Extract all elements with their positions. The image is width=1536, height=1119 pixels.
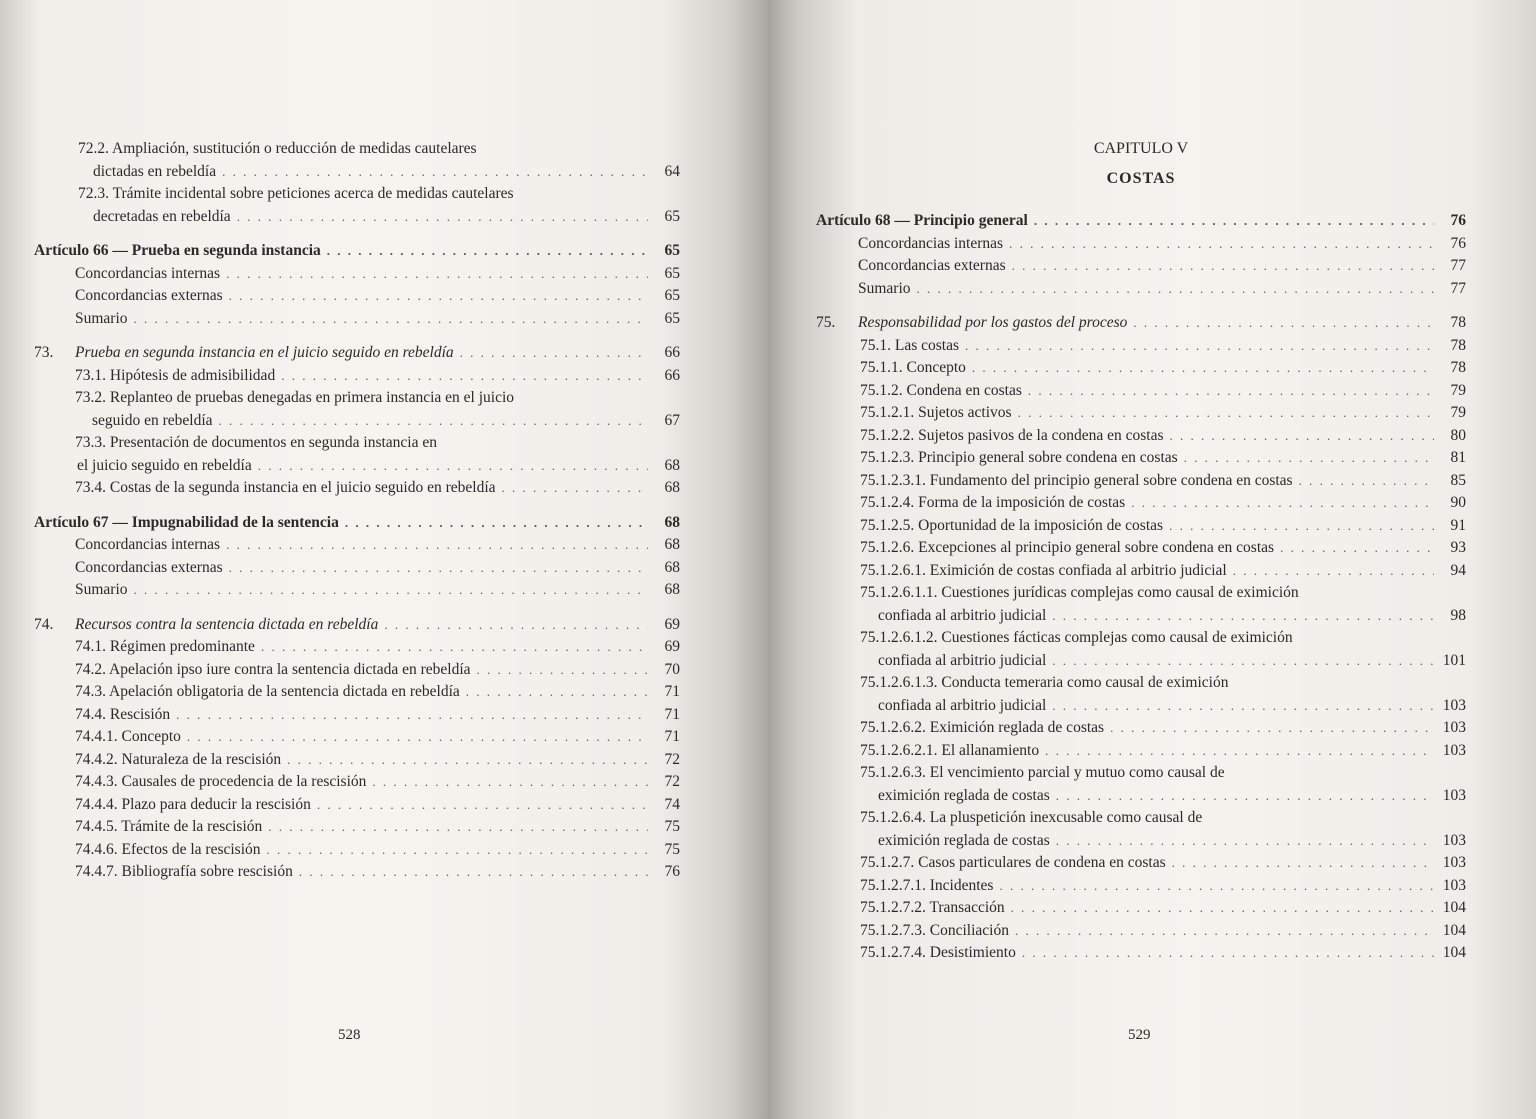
toc-entry-page: 70 (664, 660, 680, 678)
toc-entry-title: Artículo 68 — Principio general (816, 212, 1028, 229)
leader-dots (477, 662, 648, 678)
toc-entry (34, 581, 680, 604)
toc-entry-title: Sumario (858, 279, 911, 297)
toc-entry-title: 74.4. Rescisión (75, 705, 171, 723)
toc-entry (34, 661, 680, 684)
toc-entry-title: 75.1.2.6.2. Eximición reglada de costas (860, 719, 1105, 736)
toc-entry-page: 75 (664, 818, 680, 835)
toc-entry-page: 68 (664, 536, 680, 553)
toc-entry-title: confiada al arbitrio judicial (878, 696, 1047, 714)
toc-section (34, 616, 680, 639)
toc-entry-title: 74.4.2. Naturaleza de la rescisión (75, 750, 282, 768)
toc-section (34, 344, 680, 367)
toc-entry (34, 818, 680, 841)
leader-dots (1133, 315, 1434, 331)
toc-entry-page: 77 (1450, 279, 1466, 297)
toc-entry (34, 457, 680, 480)
right-page (768, 0, 1536, 1119)
toc-entry-page: 78 (1450, 314, 1466, 331)
toc-entry-title: 75.1.2.6.1.2. Cuestiones fácticas complejas como causal de eximición (860, 629, 1293, 646)
toc-entry-page: 103 (1442, 696, 1466, 714)
leader-dots (176, 707, 648, 723)
toc-entry (816, 764, 1466, 787)
toc-entry-page: 98 (1450, 606, 1466, 624)
leader-dots (237, 209, 648, 225)
leader-dots (226, 266, 648, 282)
toc-entry-title: 75.1.2.7.1. Incidentes (860, 876, 994, 894)
leader-dots (460, 345, 648, 361)
leader-dots (229, 560, 648, 576)
leader-dots (384, 617, 648, 633)
toc-entry-title: Concordancias externas (858, 257, 1006, 274)
toc-entry-page: 68 (664, 479, 680, 496)
toc-entry-page: 68 (664, 581, 680, 598)
leader-dots (299, 864, 648, 880)
toc-entry (816, 922, 1466, 945)
toc-entry-title: Artículo 66 — Prueba en segunda instancia (34, 242, 321, 259)
toc-entry-title: 75.1.2.3. Principio general sobre condena en costas (860, 449, 1178, 466)
toc-section (816, 314, 1466, 337)
toc-entry-page: 68 (664, 513, 680, 531)
leader-dots (134, 311, 648, 327)
toc-entry-page: 76 (664, 863, 680, 880)
toc-entry-title: 74.2. Apelación ipso iure contra la sentencia dictada en rebeldía (75, 660, 471, 678)
toc-entry (816, 787, 1466, 810)
toc-entry-page: 85 (1450, 471, 1466, 489)
leader-dots (1233, 563, 1434, 579)
toc-entry-title: 73.1. Hipótesis de admisibilidad (75, 366, 276, 384)
toc-entry-page: 64 (664, 162, 680, 180)
toc-entry-title: 75.1. Las costas (860, 336, 960, 354)
toc-entry-title: eximición reglada de costas (878, 831, 1050, 849)
toc-entry-page: 94 (1450, 561, 1466, 579)
toc-entry (816, 359, 1466, 382)
left-toc (34, 140, 680, 886)
toc-entry-title: 75.1.2.6.1.3. Conducta temeraria como causal de eximición (860, 674, 1229, 691)
leader-dots (281, 368, 648, 384)
toc-entry-page: 72 (664, 750, 680, 768)
toc-entry (816, 235, 1466, 258)
toc-entry-page: 103 (1442, 786, 1466, 804)
leader-dots (1169, 518, 1434, 534)
chapter-title: COSTAS (1106, 170, 1176, 187)
leader-dots (1056, 788, 1434, 804)
toc-entry-title: 73.3. Presentación de documentos en segunda instancia en (75, 434, 437, 451)
leader-dots (1009, 236, 1434, 252)
toc-entry (34, 796, 680, 819)
toc-entry-title: 75.1.2.6.1. Eximición de costas confiada al arbitrio judicial (860, 561, 1227, 579)
toc-entry-title: 74.4.1. Concepto (75, 728, 181, 745)
toc-entry-page: 104 (1442, 944, 1466, 961)
toc-entry-page: 71 (664, 705, 680, 723)
toc-entry (816, 494, 1466, 517)
leader-dots (134, 582, 648, 598)
leader-dots (229, 288, 648, 304)
toc-entry (34, 863, 680, 886)
leader-dots (1056, 833, 1434, 849)
toc-entry-title: 74.3. Apelación obligatoria de la sentencia dictada en rebeldía (75, 683, 460, 700)
chapter-heading: CAPITULO V (1093, 140, 1189, 157)
leader-dots (1045, 743, 1434, 759)
leader-dots (1299, 473, 1434, 489)
toc-entry-title: 75.1.2.3.1. Fundamento del principio general sobre condena en costas (860, 471, 1293, 489)
toc-entry-page: 74 (664, 795, 680, 813)
toc-article (34, 242, 680, 265)
toc-entry-page: 67 (664, 411, 680, 429)
toc-entry-title: 74.4.5. Trámite de la rescisión (75, 818, 263, 835)
toc-entry (816, 674, 1466, 697)
toc-entry-title: 75.1.2.7.4. Desistimiento (860, 944, 1016, 961)
toc-entry-page: 81 (1450, 449, 1466, 466)
toc-entry (816, 584, 1466, 607)
toc-entry-title: Sumario (75, 309, 128, 327)
toc-entry-title: 74.1. Régimen predominante (75, 638, 255, 655)
leader-dots (187, 729, 648, 745)
toc-entry-page: 65 (664, 264, 680, 282)
page-number: 529 (1128, 1027, 1151, 1043)
toc-entry (34, 751, 680, 774)
toc-entry (34, 638, 680, 661)
leader-dots (1184, 450, 1434, 466)
leader-dots (317, 797, 648, 813)
toc-entry-page: 104 (1442, 899, 1466, 916)
toc-entry-page: 78 (1450, 336, 1466, 354)
leader-dots (1110, 720, 1434, 736)
toc-entry-title: 72.3. Trámite incidental sobre peticiones acerca de medidas cautelares (78, 185, 514, 202)
toc-entry-title: 75.1.2.2. Sujetos pasivos de la condena en costas (860, 426, 1164, 444)
toc-entry (34, 412, 680, 435)
right-toc (816, 140, 1466, 967)
toc-entry-page: 77 (1450, 257, 1466, 274)
toc-entry-page: 79 (1450, 404, 1466, 421)
toc-entry-page: 104 (1442, 921, 1466, 939)
toc-section-number: 73. (34, 344, 54, 361)
toc-entry-title: Responsabilidad por los gastos del proceso (858, 314, 1128, 331)
leader-dots (1172, 855, 1434, 871)
toc-entry-page: 103 (1442, 854, 1466, 871)
toc-entry (816, 449, 1466, 472)
toc-entry (816, 719, 1466, 742)
toc-entry-page: 103 (1442, 876, 1466, 894)
toc-entry-page: 71 (664, 728, 680, 745)
toc-entry-title: Prueba en segunda instancia en el juicio seguido en rebeldía (75, 344, 454, 361)
leader-dots (345, 515, 648, 531)
toc-entry (816, 877, 1466, 900)
leader-dots (267, 842, 648, 858)
toc-entry-page: 101 (1442, 651, 1466, 669)
toc-entry-page: 65 (664, 309, 680, 327)
leader-dots (287, 752, 648, 768)
toc-entry-title: Concordancias internas (858, 234, 1004, 252)
toc-entry (816, 280, 1466, 303)
leader-dots (219, 413, 648, 429)
leader-dots (1169, 428, 1434, 444)
toc-entry (816, 539, 1466, 562)
toc-entry (816, 899, 1466, 922)
leader-dots (502, 480, 648, 496)
leader-dots (372, 774, 648, 790)
toc-entry-title: seguido en rebeldía (92, 411, 213, 429)
toc-entry-title: 75.1.2.6. Excepciones al principio general sobre condena en costas (860, 539, 1275, 556)
toc-entry-page: 65 (664, 287, 680, 304)
toc-entry-title: 75.1.2.7. Casos particulares de condena en costas (860, 854, 1166, 871)
toc-entry-page: 79 (1450, 381, 1466, 399)
leader-dots (268, 819, 648, 835)
toc-entry-title: 74.4.3. Causales de procedencia de la rescisión (75, 773, 367, 790)
toc-entry (816, 944, 1466, 967)
toc-entry (34, 287, 680, 310)
toc-entry (34, 536, 680, 559)
toc-entry-title: 74.4.4. Plazo para deducir la rescisión (75, 795, 311, 813)
toc-entry (816, 337, 1466, 360)
toc-entry (34, 163, 680, 186)
leader-dots (972, 360, 1434, 376)
toc-entry-title: confiada al arbitrio judicial (878, 606, 1047, 624)
toc-entry-title: decretadas en rebeldía (93, 207, 231, 225)
toc-entry-page: 76 (1450, 212, 1466, 229)
toc-entry (34, 728, 680, 751)
toc-article (34, 514, 680, 537)
leader-dots (1015, 923, 1434, 939)
toc-entry-page: 103 (1442, 831, 1466, 849)
toc-entry (816, 697, 1466, 720)
toc-entry (34, 434, 680, 457)
toc-entry (816, 517, 1466, 540)
toc-entry-title: 75.1.2.6.1.1. Cuestiones jurídicas complejas como causal de eximición (860, 584, 1299, 601)
leader-dots (1034, 213, 1434, 229)
toc-entry (34, 389, 680, 412)
leader-dots (1028, 383, 1434, 399)
toc-entry-page: 65 (664, 207, 680, 225)
toc-entry (816, 607, 1466, 630)
toc-entry-page: 72 (664, 773, 680, 790)
toc-entry (816, 404, 1466, 427)
leader-dots (1011, 900, 1434, 916)
leader-dots (1052, 653, 1434, 669)
toc-entry-title: confiada al arbitrio judicial (878, 651, 1047, 669)
leader-dots (1018, 405, 1434, 421)
toc-entry-title: Concordancias externas (75, 287, 223, 304)
leader-dots (1052, 698, 1434, 714)
toc-entry-page: 103 (1442, 719, 1466, 736)
toc-entry (34, 367, 680, 390)
toc-entry (816, 427, 1466, 450)
toc-entry-title: 75.1.2.6.3. El vencimiento parcial y mutuo como causal de (860, 764, 1225, 781)
leader-dots (1052, 608, 1434, 624)
leader-dots (258, 458, 648, 474)
toc-entry-title: Concordancias externas (75, 558, 223, 576)
toc-entry-title: 75.1.1. Concepto (860, 359, 966, 376)
toc-entry-title: Sumario (75, 581, 128, 598)
toc-entry-page: 66 (664, 344, 680, 361)
leader-dots (1131, 495, 1434, 511)
toc-entry (34, 310, 680, 333)
toc-entry-title: 75.1.2.7.2. Transacción (860, 899, 1005, 916)
toc-entry (816, 257, 1466, 280)
toc-entry-title: Artículo 67 — Impugnabilidad de la sentencia (34, 513, 339, 531)
leader-dots (327, 243, 648, 259)
toc-entry (816, 742, 1466, 765)
toc-entry (34, 706, 680, 729)
toc-entry (816, 382, 1466, 405)
toc-entry-page: 76 (1450, 234, 1466, 252)
toc-entry (816, 652, 1466, 675)
toc-entry (34, 773, 680, 796)
toc-entry-title: el juicio seguido en rebeldía (77, 456, 252, 474)
leader-dots (965, 338, 1434, 354)
toc-entry-title: 75.1.2.7.3. Conciliación (860, 921, 1009, 939)
toc-entry-title: 74.4.6. Efectos de la rescisión (75, 840, 261, 858)
toc-entry-title: 75.1.2.5. Oportunidad de la imposición de costas (860, 516, 1164, 534)
toc-entry-title: Recursos contra la sentencia dictada en rebeldía (75, 615, 379, 633)
toc-entry (816, 809, 1466, 832)
toc-entry-page: 75 (664, 840, 680, 858)
toc-entry (34, 140, 680, 163)
toc-entry-page: 103 (1442, 741, 1466, 759)
toc-entry-title: 73.4. Costas de la segunda instancia en el juicio seguido en rebeldía (75, 479, 496, 496)
toc-entry-page: 93 (1450, 539, 1466, 556)
leader-dots (1022, 945, 1434, 961)
toc-entry-page: 66 (664, 366, 680, 384)
leader-dots (1012, 258, 1434, 274)
leader-dots (261, 639, 648, 655)
toc-entry (34, 479, 680, 502)
toc-entry-title: dictadas en rebeldía (93, 162, 217, 180)
toc-entry (34, 683, 680, 706)
toc-entry-title: 75.1.2.6.2.1. El allanamiento (860, 741, 1040, 759)
toc-section-number: 74. (34, 615, 54, 633)
toc-entry (816, 629, 1466, 652)
toc-entry-title: 75.1.2.6.4. La pluspetición inexcusable como causal de (860, 809, 1203, 826)
toc-entry (816, 854, 1466, 877)
toc-entry-page: 69 (664, 638, 680, 655)
toc-section-number: 75. (816, 314, 836, 331)
leader-dots (226, 537, 648, 553)
leader-dots (222, 164, 648, 180)
toc-entry-title: eximición reglada de costas (878, 786, 1050, 804)
toc-entry-page: 65 (664, 242, 680, 259)
toc-entry-title: Concordancias internas (75, 264, 221, 282)
toc-entry-title: 75.1.2. Condena en costas (860, 381, 1022, 399)
toc-entry-title: 75.1.2.4. Forma de la imposición de costas (860, 494, 1126, 511)
toc-entry (816, 472, 1466, 495)
toc-entry (34, 208, 680, 231)
toc-entry-page: 68 (664, 558, 680, 576)
leader-dots (999, 878, 1434, 894)
toc-entry-title: 73.2. Replanteo de pruebas denegadas en primera instancia en el juicio (75, 389, 515, 406)
page-number: 528 (338, 1027, 361, 1043)
toc-entry (816, 832, 1466, 855)
leader-dots (1280, 540, 1434, 556)
toc-entry (34, 185, 680, 208)
toc-entry-page: 90 (1450, 494, 1466, 511)
toc-entry-title: Concordancias internas (75, 536, 221, 553)
toc-article (816, 212, 1466, 235)
toc-entry-page: 69 (664, 615, 680, 633)
toc-entry-page: 71 (664, 683, 680, 700)
toc-entry-title: 74.4.7. Bibliografía sobre rescisión (75, 863, 293, 880)
toc-entry (816, 562, 1466, 585)
leader-dots (466, 684, 648, 700)
toc-entry-title: 75.1.2.1. Sujetos activos (860, 404, 1012, 421)
toc-entry-title: 72.2. Ampliación, sustitución o reducción de medidas cautelares (78, 140, 477, 157)
toc-entry (34, 265, 680, 288)
toc-entry-page: 80 (1450, 426, 1466, 444)
toc-entry-page: 91 (1450, 516, 1466, 534)
toc-entry (34, 841, 680, 864)
toc-entry (34, 559, 680, 582)
leader-dots (917, 281, 1434, 297)
toc-entry-page: 68 (664, 456, 680, 474)
toc-entry-page: 78 (1450, 359, 1466, 376)
